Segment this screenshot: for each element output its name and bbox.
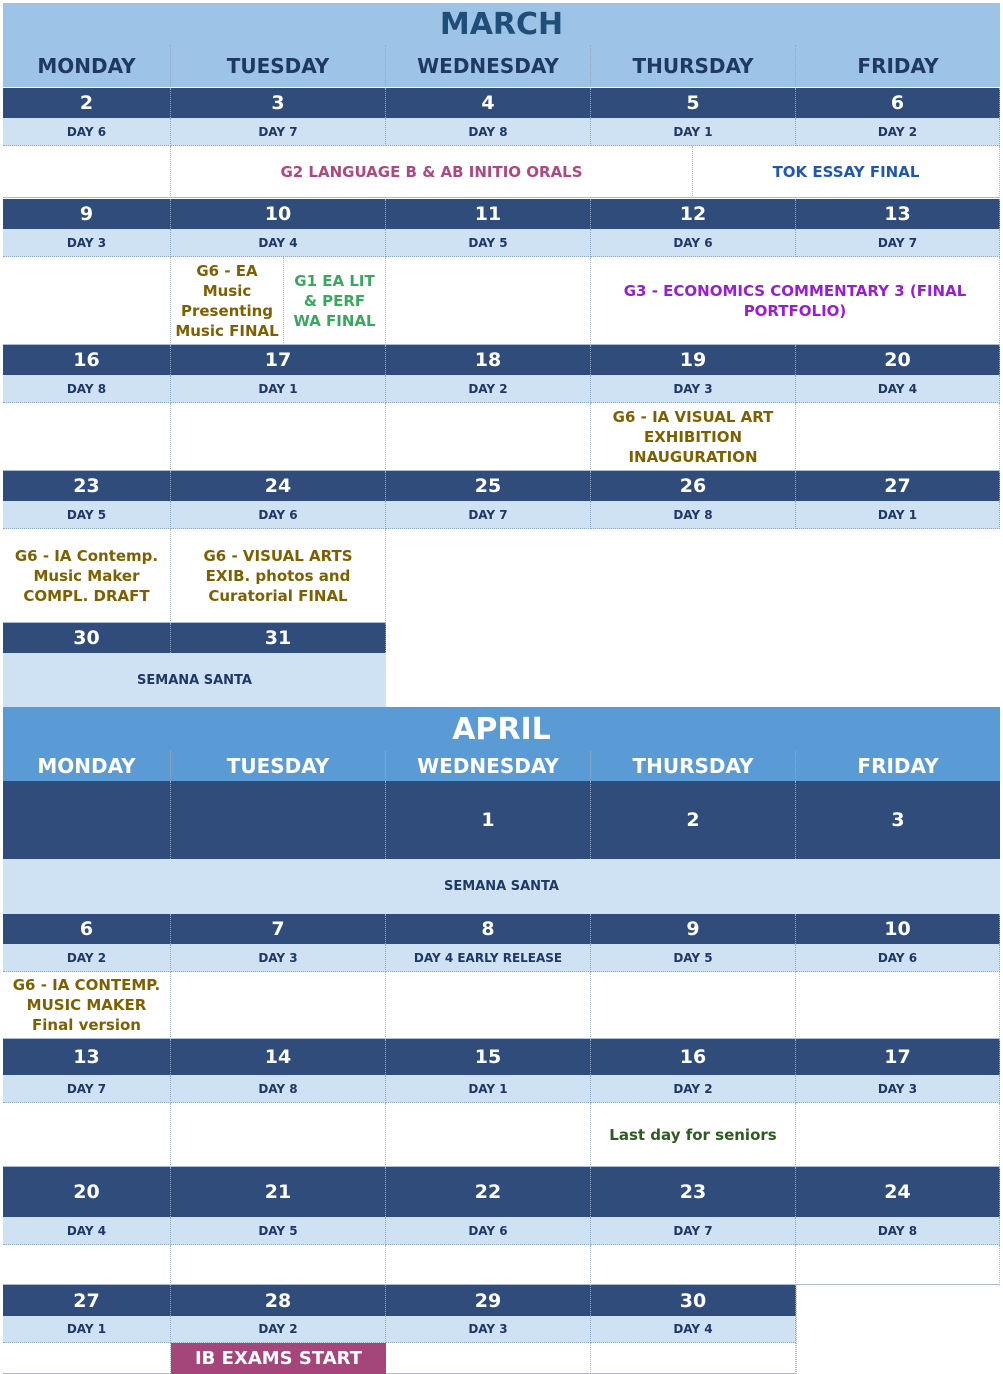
- date-number: 17: [796, 1039, 1000, 1075]
- date-number: 27: [3, 1285, 171, 1316]
- date-number: 30: [591, 1285, 796, 1316]
- date-number: 4: [386, 88, 591, 118]
- rotation-day: DAY 4: [591, 1316, 796, 1343]
- empty-cell: [796, 403, 1000, 471]
- date-number: 9: [3, 199, 171, 229]
- rotation-day: DAY 6: [796, 944, 1000, 972]
- rotation-day: DAY 4: [171, 229, 386, 257]
- rotation-day: DAY 1: [591, 118, 796, 146]
- date-number: 13: [3, 1039, 171, 1075]
- date-number: 1: [386, 781, 591, 859]
- date-number: 7: [171, 914, 386, 944]
- rotation-day: DAY 6: [3, 118, 171, 146]
- empty-cell: [386, 1343, 591, 1374]
- empty-cell: [796, 972, 1000, 1039]
- empty-cell: [796, 1103, 1000, 1167]
- event-visual-art-inauguration: G6 - IA VISUAL ART EXHIBITION INAUGURATION: [591, 403, 796, 471]
- rotation-day: DAY 7: [386, 501, 591, 529]
- date-number: 3: [171, 88, 386, 118]
- empty-cell: [386, 257, 591, 345]
- event-semana-santa-april: SEMANA SANTA: [3, 859, 1000, 914]
- rotation-day: DAY 4: [796, 375, 1000, 403]
- date-number: 20: [3, 1167, 171, 1217]
- empty-cell: [386, 1245, 591, 1285]
- rotation-day: DAY 2: [796, 118, 1000, 146]
- date-number: 2: [591, 781, 796, 859]
- rotation-day: DAY 7: [591, 1217, 796, 1245]
- date-number: 10: [171, 199, 386, 229]
- empty-date-cell: [3, 781, 171, 859]
- empty-cell: [386, 403, 591, 471]
- rotation-day: DAY 7: [171, 118, 386, 146]
- weekday-friday: FRIDAY: [796, 45, 1000, 87]
- date-number: 21: [171, 1167, 386, 1217]
- date-number: 3: [796, 781, 1000, 859]
- date-number: 22: [386, 1167, 591, 1217]
- weekday-wednesday: WEDNESDAY: [386, 751, 591, 781]
- date-number: 25: [386, 471, 591, 501]
- date-number: 19: [591, 345, 796, 375]
- date-number: 29: [386, 1285, 591, 1316]
- empty-cell: [171, 403, 386, 471]
- rotation-day: DAY 5: [3, 501, 171, 529]
- event-tok-essay: TOK ESSAY FINAL: [693, 146, 1000, 198]
- weekday-thursday: THURSDAY: [591, 751, 796, 781]
- date-number: 27: [796, 471, 1000, 501]
- empty-cell: [3, 146, 171, 198]
- rotation-day: DAY 2: [386, 375, 591, 403]
- empty-cell: [171, 1245, 386, 1285]
- date-number: 6: [3, 914, 171, 944]
- date-number: 14: [171, 1039, 386, 1075]
- date-number: 16: [3, 345, 171, 375]
- event-visual-arts-exib: G6 - VISUAL ARTS EXIB. photos and Curatorial FINAL: [171, 529, 386, 623]
- rotation-day: DAY 8: [386, 118, 591, 146]
- weekday-wednesday: WEDNESDAY: [386, 45, 591, 87]
- rotation-day: DAY 6: [386, 1217, 591, 1245]
- empty-cell: [796, 1285, 1000, 1374]
- rotation-day: DAY 4: [3, 1217, 171, 1245]
- date-number: 6: [796, 88, 1000, 118]
- month-title-march: MARCH: [3, 3, 1000, 45]
- rotation-day: DAY 8: [591, 501, 796, 529]
- event-last-day-seniors: Last day for seniors: [591, 1103, 796, 1167]
- empty-cell: [591, 1245, 796, 1285]
- date-number: 20: [796, 345, 1000, 375]
- rotation-day: DAY 1: [386, 1075, 591, 1103]
- empty-cell: [3, 1245, 171, 1285]
- empty-cell: [171, 972, 386, 1039]
- rotation-day: DAY 8: [171, 1075, 386, 1103]
- date-number: 8: [386, 914, 591, 944]
- empty-cell: [796, 1245, 1000, 1285]
- rotation-day: DAY 7: [3, 1075, 171, 1103]
- rotation-day: DAY 5: [591, 944, 796, 972]
- event-semana-santa-march: SEMANA SANTA: [3, 653, 386, 707]
- date-number: 16: [591, 1039, 796, 1075]
- date-number: 17: [171, 345, 386, 375]
- rotation-day: DAY 4 EARLY RELEASE: [386, 944, 591, 972]
- rotation-day: DAY 2: [591, 1075, 796, 1103]
- empty-cell: [171, 1103, 386, 1167]
- rotation-day: DAY 3: [171, 944, 386, 972]
- event-contemp-music-final: G6 - IA CONTEMP. MUSIC MAKER Final version: [3, 972, 171, 1039]
- rotation-day: DAY 6: [171, 501, 386, 529]
- rotation-day: DAY 1: [3, 1316, 171, 1343]
- empty-cell: [3, 1343, 171, 1374]
- date-number: 26: [591, 471, 796, 501]
- date-number: 30: [3, 623, 171, 653]
- empty-cell: [386, 972, 591, 1039]
- rotation-day: DAY 6: [591, 229, 796, 257]
- rotation-day: DAY 3: [796, 1075, 1000, 1103]
- date-number: 24: [171, 471, 386, 501]
- rotation-day: DAY 2: [3, 944, 171, 972]
- date-number: 5: [591, 88, 796, 118]
- rotation-day: DAY 1: [171, 375, 386, 403]
- weekday-thursday: THURSDAY: [591, 45, 796, 87]
- date-number: 2: [3, 88, 171, 118]
- empty-date-cell: [171, 781, 386, 859]
- date-number: 31: [171, 623, 386, 653]
- date-number: 9: [591, 914, 796, 944]
- rotation-day: DAY 3: [386, 1316, 591, 1343]
- date-number: 23: [3, 471, 171, 501]
- date-number: 13: [796, 199, 1000, 229]
- event-economics: G3 - ECONOMICS COMMENTARY 3 (FINAL PORTFOLIO): [591, 257, 1000, 345]
- rotation-day: DAY 3: [591, 375, 796, 403]
- rotation-day: DAY 3: [3, 229, 171, 257]
- date-number: 11: [386, 199, 591, 229]
- empty-cell: [3, 1103, 171, 1167]
- rotation-day: DAY 5: [386, 229, 591, 257]
- date-number: 23: [591, 1167, 796, 1217]
- weekday-tuesday: TUESDAY: [171, 45, 386, 87]
- rotation-day: DAY 8: [3, 375, 171, 403]
- rotation-day: DAY 5: [171, 1217, 386, 1245]
- date-number: 28: [171, 1285, 386, 1316]
- event-ib-exams-start: IB EXAMS START: [171, 1343, 386, 1374]
- event-contemp-music-draft: G6 - IA Contemp. Music Maker COMPL. DRAFT: [3, 529, 171, 623]
- empty-cell: [591, 1343, 796, 1374]
- weekday-friday: FRIDAY: [796, 751, 1000, 781]
- month-title-april: APRIL: [3, 707, 1000, 751]
- rotation-day: DAY 7: [796, 229, 1000, 257]
- rotation-day: DAY 2: [171, 1316, 386, 1343]
- empty-cell: [3, 403, 171, 471]
- empty-cell: [386, 1103, 591, 1167]
- date-number: 18: [386, 345, 591, 375]
- event-music-presenting: G6 - EA Music Presenting Music FINAL: [171, 257, 284, 345]
- date-number: 10: [796, 914, 1000, 944]
- event-language-orals: G2 LANGUAGE B & AB INITIO ORALS: [171, 146, 693, 198]
- weekday-monday: MONDAY: [3, 45, 171, 87]
- event-ea-lit: G1 EA LIT & PERF WA FINAL: [284, 257, 386, 345]
- rotation-day: DAY 1: [796, 501, 1000, 529]
- date-number: 24: [796, 1167, 1000, 1217]
- weekday-tuesday: TUESDAY: [171, 751, 386, 781]
- empty-cell: [3, 257, 171, 345]
- date-number: 15: [386, 1039, 591, 1075]
- empty-cell: [591, 972, 796, 1039]
- rotation-day: DAY 8: [796, 1217, 1000, 1245]
- weekday-monday: MONDAY: [3, 751, 171, 781]
- date-number: 12: [591, 199, 796, 229]
